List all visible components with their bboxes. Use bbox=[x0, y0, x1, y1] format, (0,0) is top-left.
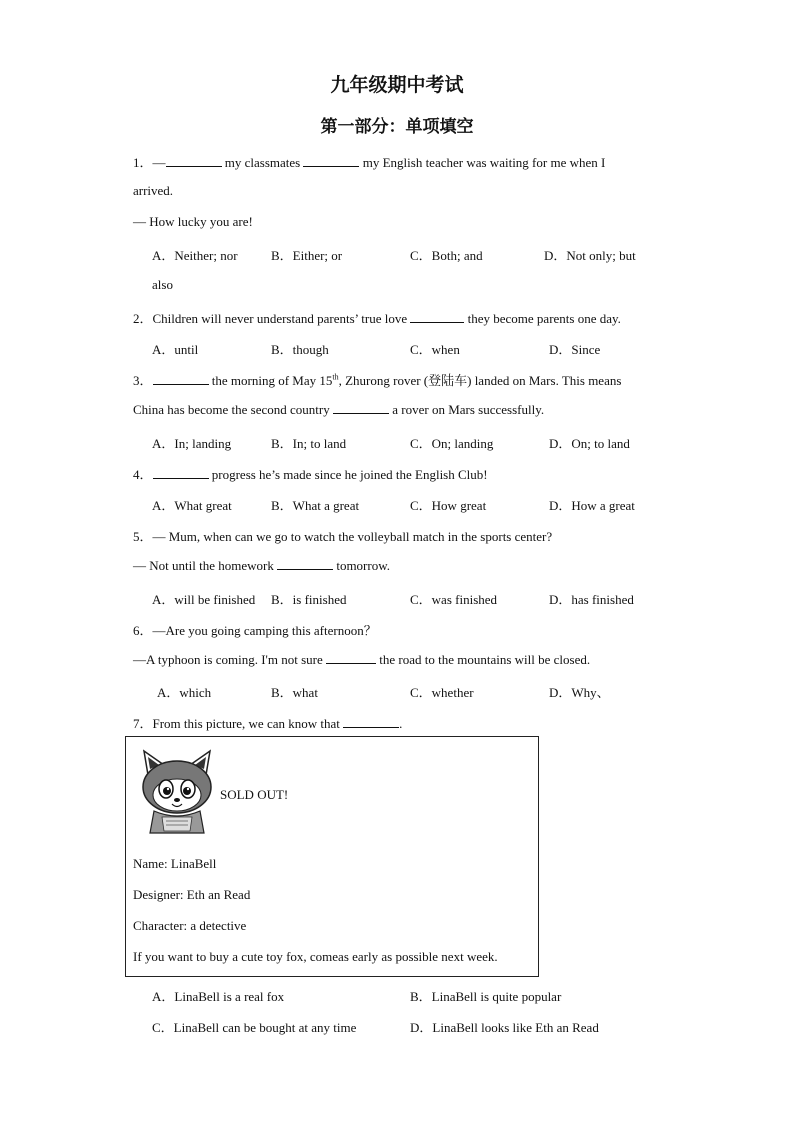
question-6-line-2 bbox=[133, 651, 590, 668]
question-text: 7．From this picture, we can know that bbox=[133, 716, 344, 731]
answer-blank[interactable] bbox=[153, 466, 209, 479]
answer-blank[interactable] bbox=[326, 651, 376, 664]
question-text: 2．Children will never understand parents’ true love bbox=[133, 311, 411, 326]
question-text: China has become the second country bbox=[133, 402, 333, 417]
question-text: —A typhoon is coming. I'm not sure bbox=[133, 652, 327, 667]
page-title: 九年级期中考试 bbox=[330, 74, 464, 96]
question-4 bbox=[133, 464, 488, 483]
question-text: a rover on Mars successfully. bbox=[389, 402, 545, 417]
option-b[interactable]: B．LinaBell is quite popular bbox=[410, 989, 562, 1004]
question-7 bbox=[133, 713, 402, 732]
question-text: my English teacher was waiting for me when I bbox=[359, 155, 606, 170]
option-d[interactable]: D．How a great bbox=[549, 498, 635, 513]
option-a[interactable]: A．will be finished bbox=[152, 592, 256, 607]
option-d[interactable]: D．Since bbox=[549, 342, 601, 357]
question-2 bbox=[133, 308, 621, 327]
option-a[interactable]: A．which bbox=[157, 685, 212, 700]
question-1-line-3: — How lucky you are! bbox=[133, 214, 253, 229]
box-name: Name: LinaBell bbox=[133, 856, 217, 871]
answer-blank[interactable] bbox=[166, 154, 222, 167]
picture-box bbox=[125, 736, 539, 977]
question-number: 4． bbox=[133, 467, 153, 482]
question-5-line-2 bbox=[133, 557, 390, 574]
question-5-line-1: 5．— Mum, when can we go to watch the volleyball match in the sports center? bbox=[133, 529, 553, 544]
question-1-line-2: arrived. bbox=[133, 183, 174, 198]
option-c[interactable]: C．Both; and bbox=[410, 248, 483, 263]
section-heading: 第一部分：单项填空 bbox=[320, 117, 474, 137]
option-a[interactable]: A．In; landing bbox=[152, 436, 232, 451]
answer-blank[interactable] bbox=[343, 715, 399, 728]
option-a[interactable]: A．What great bbox=[152, 498, 232, 513]
question-text: the morning of May 15 bbox=[208, 373, 333, 388]
question-1-line-1 bbox=[133, 152, 605, 171]
answer-blank[interactable] bbox=[277, 557, 333, 570]
question-number: 1． bbox=[133, 155, 153, 170]
option-d-continued: also bbox=[152, 277, 173, 292]
dash: — bbox=[152, 155, 166, 170]
question-text: the road to the mountains will be closed. bbox=[376, 652, 591, 667]
option-c[interactable]: C．whether bbox=[410, 685, 474, 700]
option-b[interactable]: B．what bbox=[271, 685, 318, 700]
option-b[interactable]: B．though bbox=[271, 342, 329, 357]
option-d[interactable]: D．Why、 bbox=[549, 685, 610, 700]
option-c[interactable]: C．when bbox=[410, 342, 460, 357]
option-c[interactable]: C．On; landing bbox=[410, 436, 494, 451]
option-b[interactable]: B．is finished bbox=[271, 592, 347, 607]
answer-blank[interactable] bbox=[410, 310, 464, 323]
answer-blank[interactable] bbox=[303, 154, 359, 167]
superscript: th bbox=[332, 372, 339, 382]
fox-cartoon-icon bbox=[134, 745, 220, 837]
question-text: . bbox=[399, 716, 403, 731]
sold-out-label: SOLD OUT! bbox=[220, 787, 289, 802]
question-text: tomorrow. bbox=[333, 558, 391, 573]
question-6-line-1: 6．—Are you going camping this afternoon？ bbox=[133, 623, 377, 638]
question-text: my classmates bbox=[221, 155, 304, 170]
question-text: they become parents one day. bbox=[464, 311, 621, 326]
option-b[interactable]: B．Either; or bbox=[271, 248, 343, 263]
option-b[interactable]: B．In; to land bbox=[271, 436, 347, 451]
option-d[interactable]: D．On; to land bbox=[549, 436, 630, 451]
question-text: , Zhurong rover (登陆车) landed on Mars. This means bbox=[338, 373, 622, 388]
question-3-line-1 bbox=[133, 370, 621, 389]
option-b[interactable]: B．What a great bbox=[271, 498, 360, 513]
option-c[interactable]: C．was finished bbox=[410, 592, 498, 607]
option-c[interactable]: C．LinaBell can be bought at any time bbox=[152, 1020, 357, 1035]
option-a[interactable]: A．Neither; nor bbox=[152, 248, 238, 263]
option-a[interactable]: A．LinaBell is a real fox bbox=[152, 989, 285, 1004]
option-c[interactable]: C．How great bbox=[410, 498, 487, 513]
option-d[interactable]: D．LinaBell looks like Eth an Read bbox=[410, 1020, 599, 1035]
box-note: If you want to buy a cute toy fox, comeas early as possible next week. bbox=[133, 949, 498, 964]
box-designer: Designer: Eth an Read bbox=[133, 887, 251, 902]
option-a[interactable]: A．until bbox=[152, 342, 199, 357]
option-d[interactable]: D．Not only; but bbox=[544, 248, 636, 263]
question-3-line-2 bbox=[133, 401, 544, 418]
option-d[interactable]: D．has finished bbox=[549, 592, 634, 607]
answer-blank[interactable] bbox=[153, 372, 209, 385]
box-character: Character: a detective bbox=[133, 918, 247, 933]
question-number: 3． bbox=[133, 373, 153, 388]
answer-blank[interactable] bbox=[333, 401, 389, 414]
question-text: progress he’s made since he joined the English Club! bbox=[208, 467, 488, 482]
question-text: — Not until the homework bbox=[133, 558, 278, 573]
